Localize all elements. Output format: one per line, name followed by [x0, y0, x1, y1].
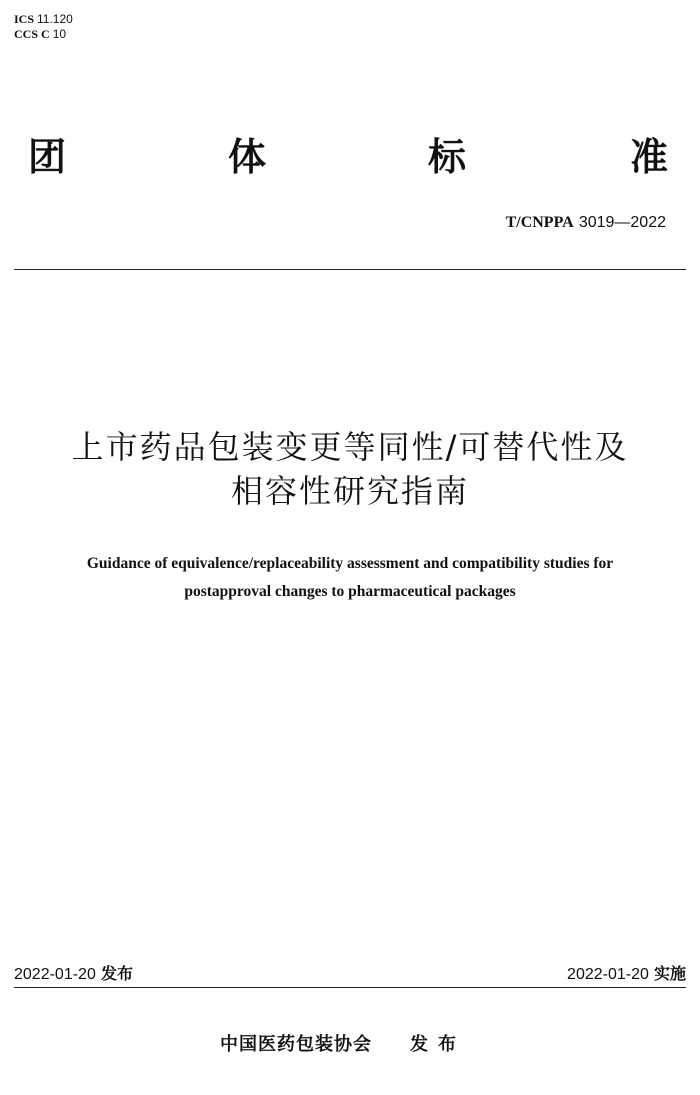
standard-number-value: 3019—2022 — [578, 214, 666, 231]
implementation-date — [567, 961, 686, 984]
standard-type-char-3: 标 — [428, 135, 467, 179]
ics-value: 11.120 — [37, 12, 73, 26]
issuer-action: 发布 — [410, 1034, 466, 1055]
issuer-name: 中国医药包装协会 — [220, 1034, 372, 1055]
ccs-code — [14, 27, 73, 42]
standard-type-char-1: 团 — [28, 135, 67, 179]
ics-code — [14, 12, 73, 27]
standard-type-heading — [0, 133, 700, 183]
standard-type-char-4: 准 — [630, 135, 669, 179]
english-title — [0, 550, 700, 606]
implementation-date-label: 实施 — [653, 964, 686, 983]
top-divider — [14, 269, 686, 270]
standard-number — [506, 212, 666, 232]
classification-codes — [14, 12, 73, 42]
chinese-title-line-2: 相容性研究指南 — [230, 472, 469, 510]
bottom-divider — [14, 987, 686, 988]
english-title-line-1: Guidance of equivalence/replaceability assessment and compatibility studies for — [86, 555, 614, 572]
ccs-label: CCS — [14, 27, 39, 41]
implementation-date-value: 2022-01-20 — [567, 966, 649, 983]
standard-type-char-2: 体 — [228, 135, 267, 179]
issue-date-value: 2022-01-20 — [14, 966, 96, 983]
english-title-line-2: postapproval changes to pharmaceutical packages — [184, 583, 516, 600]
standard-number-prefix: T/CNPPA — [505, 214, 574, 231]
ccs-prefix: C — [41, 27, 50, 41]
ics-label: ICS — [14, 12, 35, 26]
ccs-value: 10 — [52, 27, 67, 41]
issue-date-label: 发布 — [100, 964, 133, 983]
chinese-title-line-1: 上市药品包装变更等同性/可替代性及 — [71, 428, 629, 466]
chinese-title — [0, 425, 700, 513]
issuer-line — [220, 1030, 466, 1056]
issue-date — [14, 961, 133, 984]
